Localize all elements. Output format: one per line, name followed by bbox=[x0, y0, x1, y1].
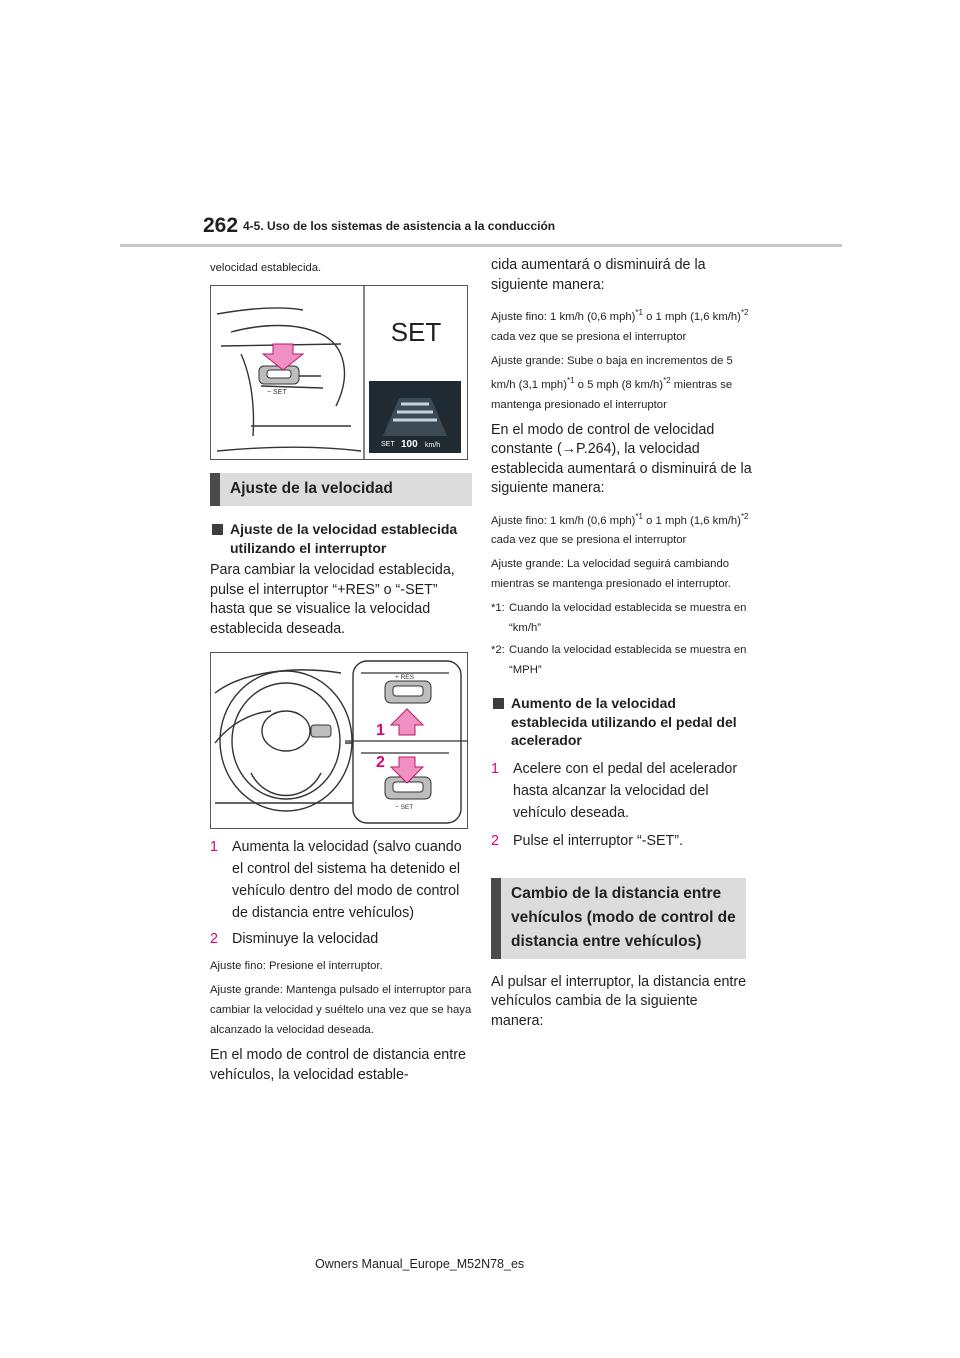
subhead-pedal-text: Aumento de la velocidad establecida utilizando el pedal del acelerador bbox=[511, 695, 737, 749]
left-column bbox=[210, 258, 472, 1085]
fine-b: o 1 mph (1,6 km/h) bbox=[642, 310, 741, 323]
pedal-step-2-text: Pulse el interruptor “-SET”. bbox=[513, 832, 684, 849]
steps-list bbox=[210, 836, 472, 950]
pedal-steps bbox=[491, 758, 753, 852]
coarse-adjust-1 bbox=[491, 351, 753, 415]
subhead-pedal bbox=[491, 694, 753, 750]
sup-1: *1 bbox=[635, 308, 643, 317]
figure-set-switch bbox=[210, 285, 468, 460]
res-label: + RES bbox=[395, 674, 414, 681]
pedal-step-1-text: Acelere con el pedal del acelerador hasta alcanzar la velocidad del vehículo deseada. bbox=[513, 760, 738, 821]
pedal-step-2-number: 2 bbox=[491, 832, 499, 849]
callout-1: 1 bbox=[376, 722, 385, 739]
heading-ajuste-velocidad: Ajuste de la velocidad bbox=[210, 473, 472, 506]
section-title: 4-5. Uso de los sistemas de asistencia a la conducción bbox=[243, 219, 556, 233]
subhead-switch bbox=[210, 520, 472, 557]
meter-set-label: SET bbox=[381, 441, 395, 448]
meter-speed: 100 bbox=[401, 439, 418, 450]
para-cambiar-velocidad: Para cambiar la velocidad establecida, pulse el interruptor “+RES” o “-SET” hasta que se visualice la velocidad establecida deseada. bbox=[210, 562, 455, 637]
sup-1: *1 bbox=[566, 375, 575, 385]
fine-adjust-1 bbox=[491, 303, 753, 347]
footnote-1-text: Cuando la velocidad establecida se muestra en “km/h” bbox=[509, 602, 747, 635]
page-number: 262 bbox=[203, 214, 239, 237]
fine-adjust-2 bbox=[491, 507, 753, 551]
steering-switch-illustration bbox=[211, 286, 467, 459]
callout-2: 2 bbox=[376, 754, 385, 771]
pedal-step-2 bbox=[491, 830, 753, 852]
heading-cambio-distancia: Cambio de la distancia entre vehículos (modo de control de distancia entre vehículos) bbox=[491, 878, 746, 959]
sup-2: *2 bbox=[663, 375, 671, 385]
fine-a: Ajuste fino: 1 km/h (0,6 mph) bbox=[491, 310, 636, 323]
pedal-step-1-number: 1 bbox=[491, 760, 499, 777]
coarse-a: Ajuste grande: Sube o baja en incrementos de 5 km/h (3,1 mph) bbox=[491, 354, 733, 391]
para-distancia: En el modo de control de distancia entre vehículos, la velocidad estable- bbox=[210, 1047, 466, 1083]
step-2 bbox=[210, 928, 472, 950]
meter-unit: km/h bbox=[425, 442, 441, 449]
coarse-adjust-text: Ajuste grande: Mantenga pulsado el interruptor para cambiar la velocidad y suéltelo una vez que se haya alcanzado la velocidad deseada. bbox=[210, 984, 472, 1036]
footnote-1 bbox=[491, 598, 753, 638]
pedal-step-1 bbox=[491, 758, 753, 824]
square-bullet-icon bbox=[493, 698, 504, 709]
steering-wheel-illustration bbox=[211, 653, 467, 828]
fine-c: cada vez que se presiona el interruptor bbox=[491, 330, 687, 343]
coarse-adjust-2: Ajuste grande: La velocidad seguirá cambiando mientras se mantenga presionado el interruptor. bbox=[491, 558, 731, 591]
fine2-c: cada vez que se presiona el interruptor bbox=[491, 534, 687, 547]
footnote-1-mark: *1: bbox=[491, 602, 505, 615]
sup-2: *2 bbox=[740, 511, 749, 521]
para-control-constante: En el modo de control de velocidad constante (→P.264), la velocidad establecida aumentará o disminuirá de la siguiente manera: bbox=[491, 421, 752, 497]
footnote-2-mark: *2: bbox=[491, 644, 505, 657]
sup-2: *2 bbox=[740, 308, 749, 317]
step-2-number: 2 bbox=[210, 931, 218, 947]
step-2-text: Disminuye la velocidad bbox=[232, 931, 379, 947]
header-rule bbox=[120, 244, 842, 247]
footer-text: Owners Manual_Europe_M52N78_es bbox=[315, 1257, 525, 1271]
para-continuation: cida aumentará o disminuirá de la siguiente manera: bbox=[491, 257, 706, 293]
footnote-2-text: Cuando la velocidad establecida se muestra en “MPH” bbox=[509, 644, 747, 677]
fine2-b: o 1 mph (1,6 km/h) bbox=[642, 514, 741, 527]
set-display-text: SET bbox=[390, 317, 442, 347]
square-bullet-icon bbox=[212, 524, 223, 535]
fine-adjust-text: Ajuste fino: Presione el interruptor. bbox=[210, 960, 383, 972]
footnotes bbox=[491, 598, 753, 680]
step-1-number: 1 bbox=[210, 839, 218, 855]
coarse-c: mientras se mantenga presionado el interruptor bbox=[491, 378, 733, 411]
figure-res-set-switch bbox=[210, 652, 468, 829]
footnote-2 bbox=[491, 640, 753, 680]
coarse-b: o 5 mph (8 km/h) bbox=[574, 378, 664, 391]
set-label: − SET bbox=[395, 804, 414, 811]
para-al-pulsar: Al pulsar el interruptor, la distancia entre vehículos cambia de la siguiente manera: bbox=[491, 973, 747, 1029]
subhead-switch-text: Ajuste de la velocidad establecida utilizando el interruptor bbox=[230, 521, 458, 556]
step-1-text: Aumenta la velocidad (salvo cuando el control del sistema ha detenido el vehículo dentro del modo de control de distancia entre vehículos) bbox=[232, 839, 462, 921]
sup-1: *1 bbox=[635, 511, 643, 521]
step-1 bbox=[210, 836, 472, 924]
intro-text: velocidad establecida. bbox=[210, 262, 322, 274]
switch-set-label: − SET bbox=[267, 389, 287, 396]
right-column bbox=[491, 256, 753, 1031]
fine2-a: Ajuste fino: 1 km/h (0,6 mph) bbox=[491, 514, 636, 527]
